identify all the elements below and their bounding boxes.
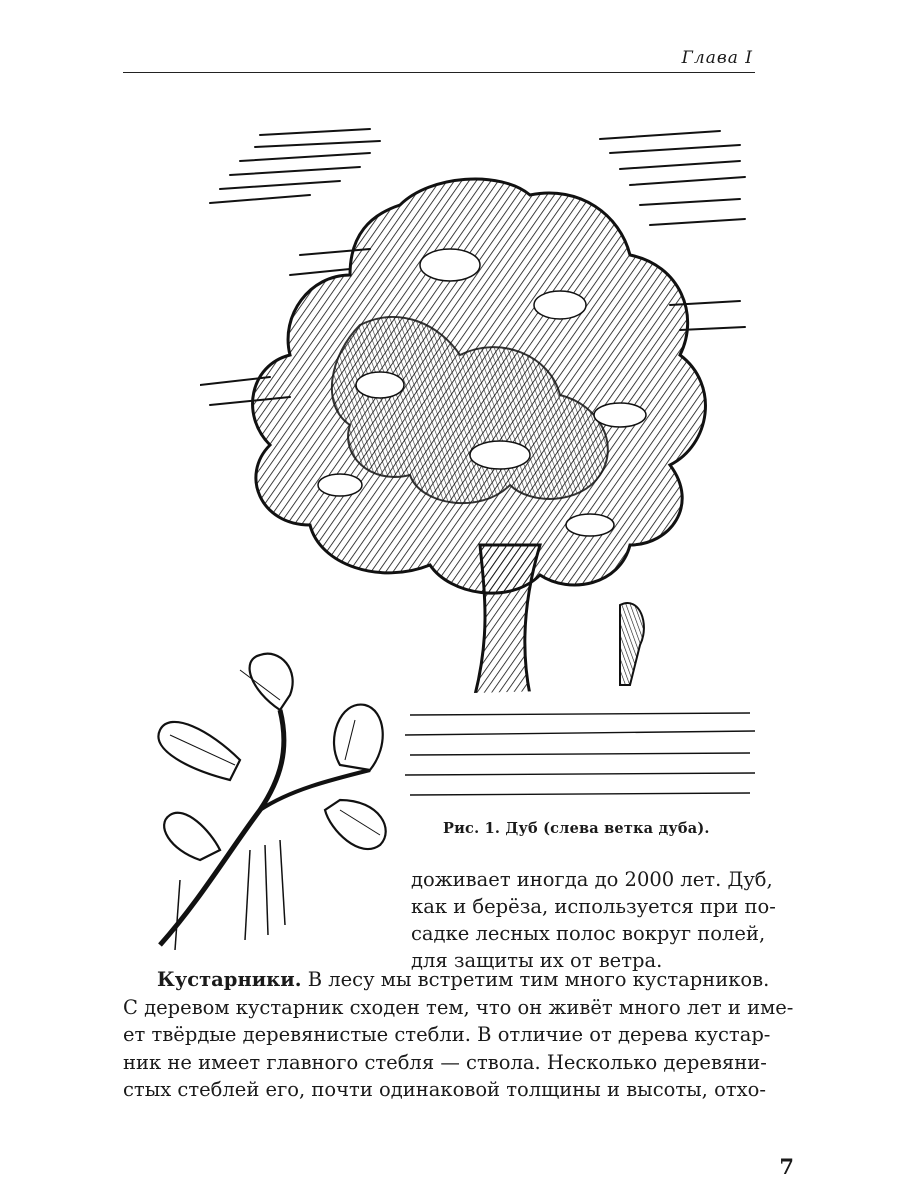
oak-branch-illustration xyxy=(140,650,400,955)
text-line: ник не имеет главного стебля — ствола. Несколько деревяни- xyxy=(123,1050,767,1074)
figure-caption: Рис. 1. Дуб (слева ветка дуба). xyxy=(443,820,710,837)
text-line xyxy=(123,966,770,994)
page-number: 7 xyxy=(779,1154,794,1179)
main-paragraph xyxy=(123,966,794,1104)
text-line: ет твёрдые деревянистые стебли. В отличие от дерева кустар- xyxy=(123,1023,771,1046)
side-paragraph xyxy=(411,866,776,974)
text-run: В лесу мы встретим тим много кустарников. xyxy=(301,968,770,991)
running-header xyxy=(123,46,755,73)
text-line: доживает иногда до 2000 лет. Дуб, xyxy=(411,868,773,891)
ground xyxy=(400,603,760,815)
text-line: как и берёза, используется при по- xyxy=(411,895,776,918)
trunk xyxy=(475,545,540,695)
chapter-title: Глава I xyxy=(681,48,753,68)
text-line: С деревом кустарник сходен тем, что он живёт много лет и име- xyxy=(123,995,794,1019)
canopy xyxy=(253,179,706,593)
section-term: Кустарники. xyxy=(157,968,302,991)
text-line: садке лесных полос вокруг полей, xyxy=(411,922,766,945)
text-line: стых стеблей его, почти одинаковой толщины и высоты, отхо- xyxy=(123,1078,766,1101)
text-line: для защиты их от ветра. xyxy=(411,949,663,972)
